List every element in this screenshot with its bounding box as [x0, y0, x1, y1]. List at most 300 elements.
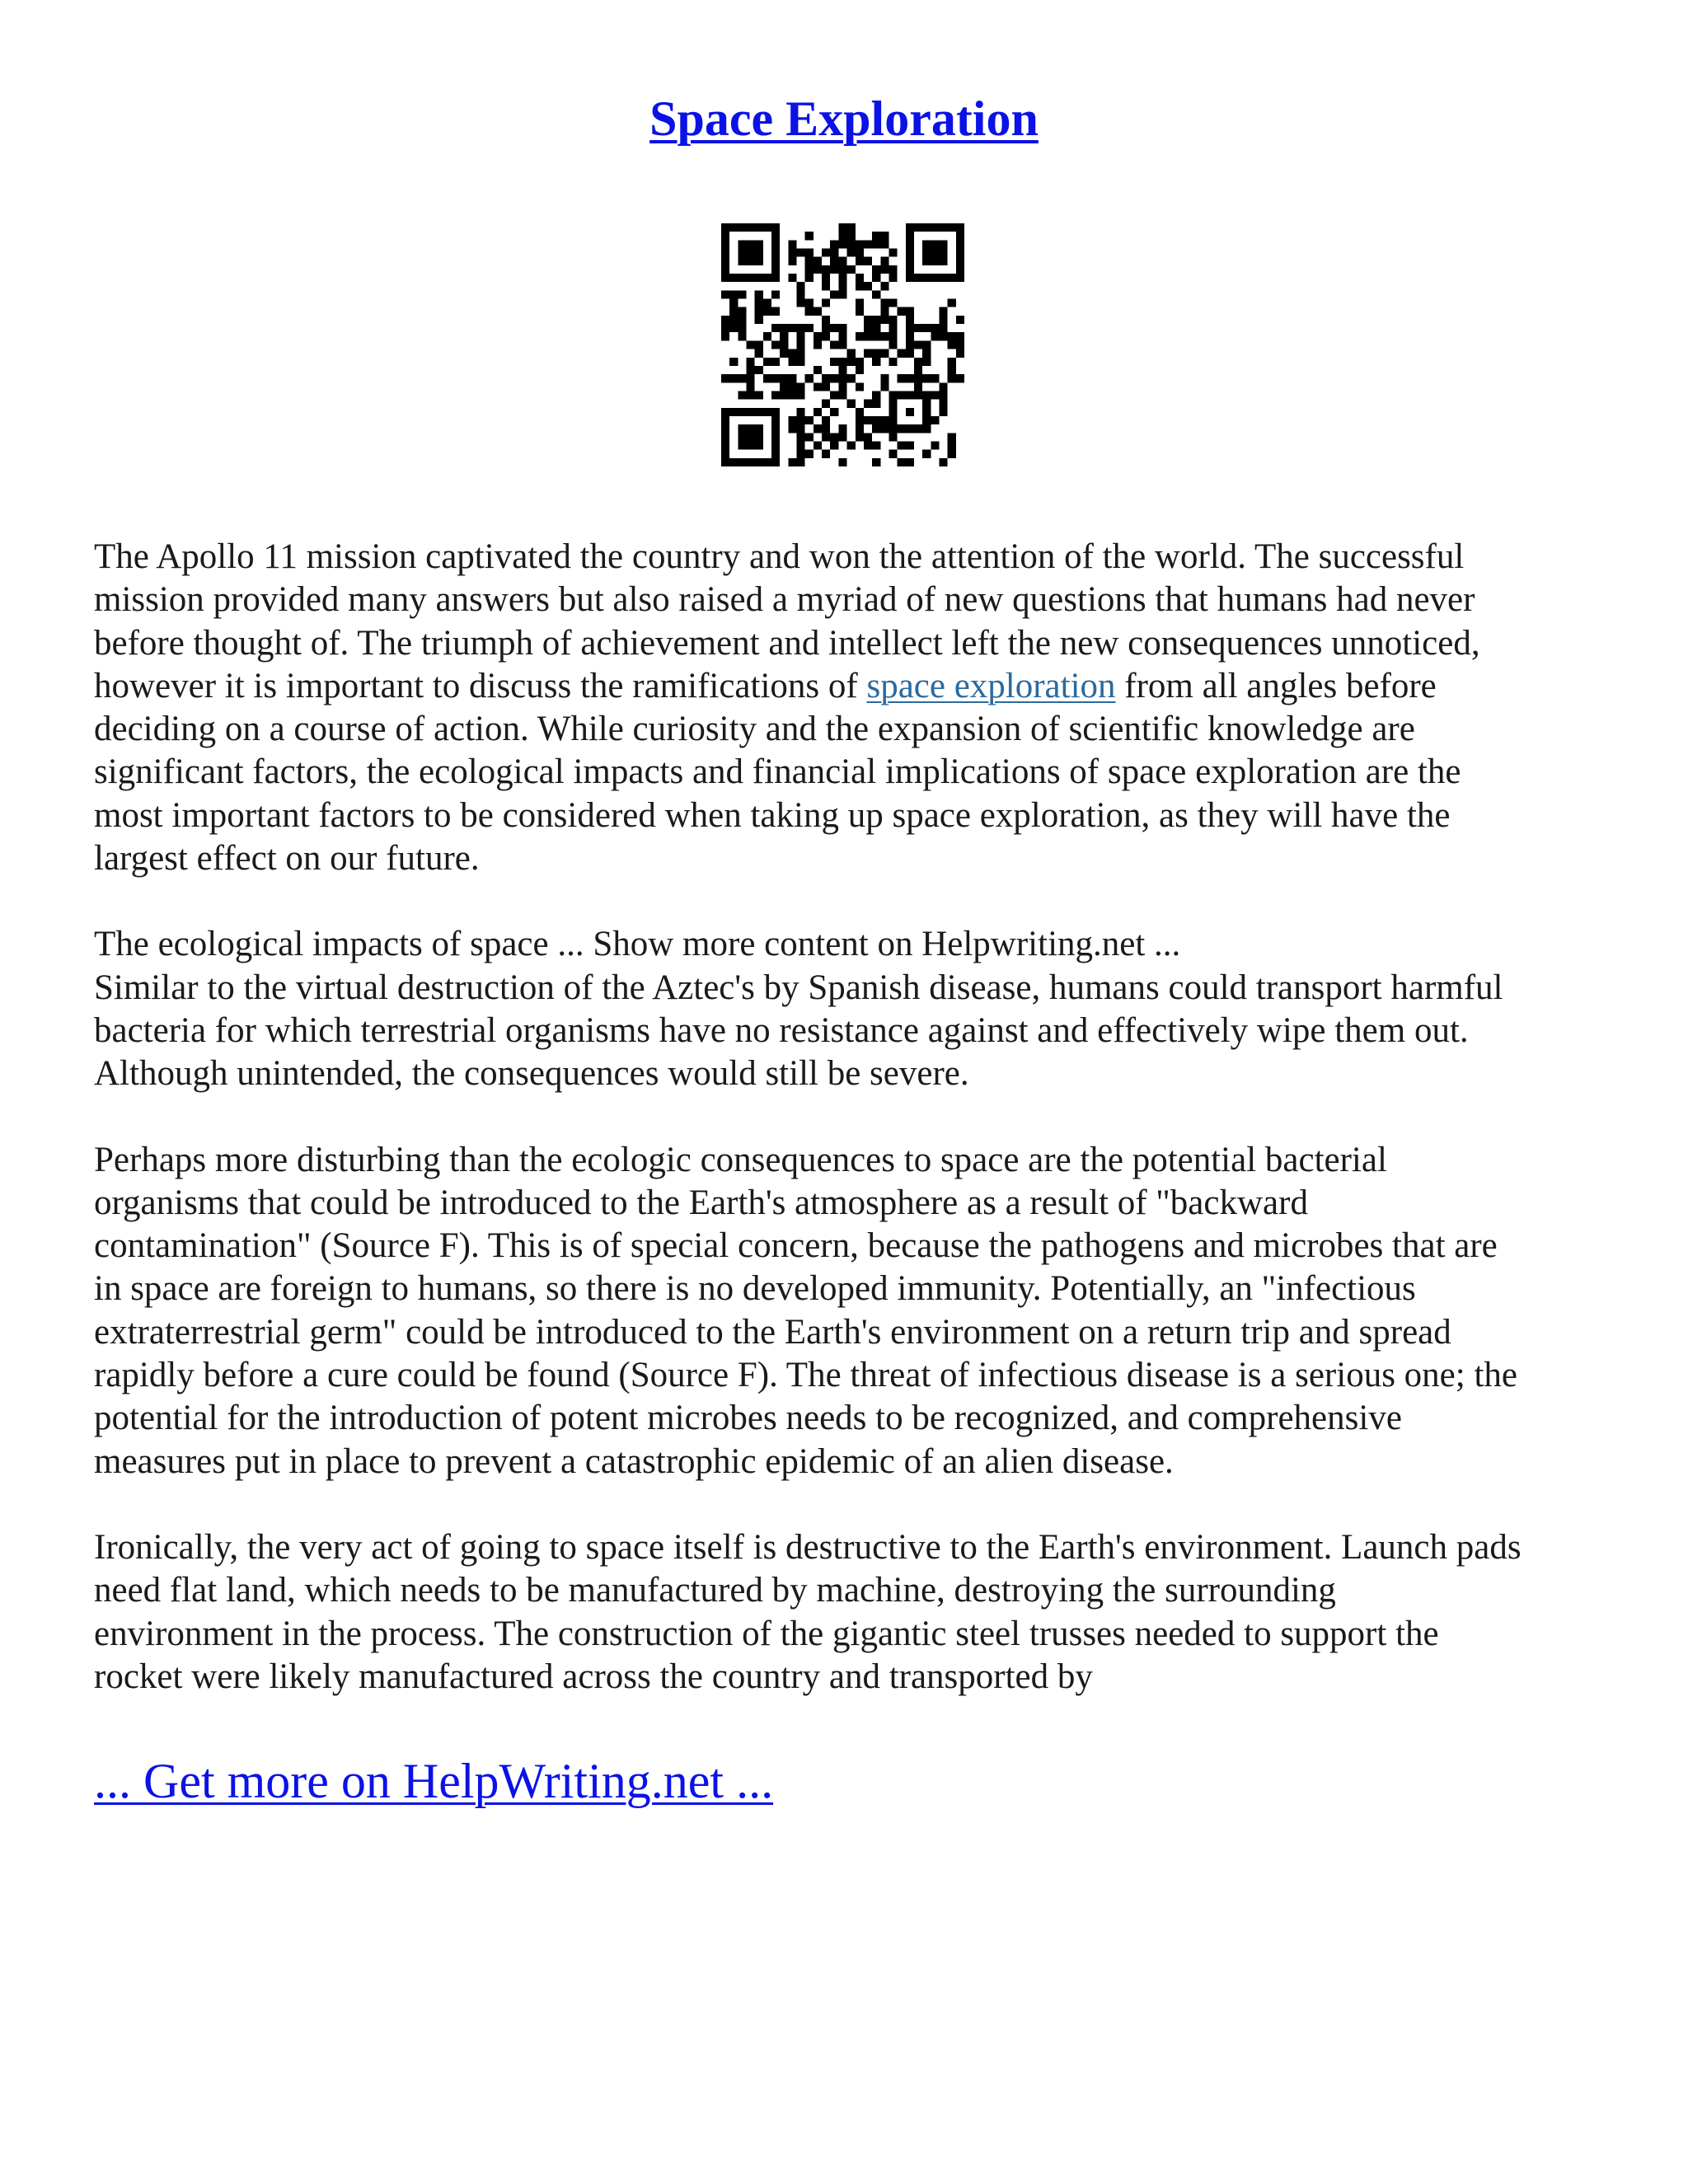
qr-module [856, 433, 864, 441]
qr-module [797, 340, 805, 349]
qr-module [889, 416, 897, 424]
qr-module [872, 332, 880, 340]
qr-module [889, 358, 897, 366]
qr-module [856, 424, 864, 433]
qr-module [872, 424, 880, 433]
qr-module [922, 340, 931, 349]
qr-module [872, 324, 880, 332]
qr-module [729, 316, 738, 324]
qr-module [788, 249, 796, 257]
qr-module [864, 240, 872, 248]
qr-module [755, 408, 763, 416]
qr-module [847, 240, 856, 248]
qr-module [771, 223, 780, 232]
qr-module [922, 257, 931, 265]
qr-module [721, 257, 729, 265]
text-line: need flat land, which needs to be manufactured by machine, destroying the surrounding [94, 1571, 1336, 1610]
qr-module [755, 223, 763, 232]
qr-module [906, 265, 914, 274]
qr-module [856, 332, 864, 340]
qr-module [948, 441, 956, 449]
qr-module [721, 290, 729, 298]
qr-module [747, 458, 755, 466]
text-line: in space are foreign to humans, so there is no developed immunity. Potentially, an "infectious [94, 1269, 1416, 1309]
qr-module [788, 358, 796, 366]
text-line: rocket were likely manufactured across the country and transported by [94, 1657, 1093, 1696]
qr-module [755, 274, 763, 282]
qr-module [830, 265, 838, 274]
qr-module [864, 282, 872, 290]
qr-module [838, 332, 846, 340]
paragraph-4 [94, 1526, 1602, 1699]
qr-module [931, 223, 939, 232]
qr-module [830, 408, 838, 416]
qr-module [755, 458, 763, 466]
qr-module [956, 265, 964, 274]
qr-module [956, 316, 964, 324]
qr-module [914, 374, 922, 382]
qr-module [939, 307, 947, 316]
qr-module [738, 391, 746, 399]
qr-module [931, 240, 939, 248]
qr-module [747, 249, 755, 257]
qr-module [922, 349, 931, 358]
qr-module [822, 424, 830, 433]
qr-module [830, 257, 838, 265]
qr-module [780, 349, 788, 358]
qr-module [872, 290, 880, 298]
article-body [94, 536, 1602, 1741]
qr-module [814, 424, 822, 433]
qr-module [872, 358, 880, 366]
qr-module [922, 408, 931, 416]
qr-module [906, 274, 914, 282]
qr-module [939, 400, 947, 408]
qr-module [822, 274, 830, 282]
qr-module [771, 274, 780, 282]
qr-module [805, 416, 814, 424]
qr-module [771, 433, 780, 441]
qr-module [847, 349, 856, 358]
qr-module [922, 416, 931, 424]
text-line: deciding on a course of action. While curiosity and the expansion of scientific knowledge are [94, 710, 1415, 749]
qr-module [931, 374, 939, 382]
qr-module [898, 307, 906, 316]
text-fragment: from all angles before [1115, 666, 1437, 705]
qr-module [939, 458, 947, 466]
qr-module [889, 340, 897, 349]
qr-module [864, 332, 872, 340]
qr-module [755, 290, 763, 298]
qr-module [805, 450, 814, 458]
qr-module [948, 358, 956, 366]
qr-module [838, 433, 846, 441]
qr-module [856, 416, 864, 424]
qr-module [906, 232, 914, 240]
qr-module [721, 274, 729, 282]
qr-module [838, 340, 846, 349]
paragraph-3 [94, 1139, 1602, 1483]
qr-module [948, 450, 956, 458]
qr-module [763, 458, 771, 466]
qr-module [822, 450, 830, 458]
qr-module [880, 316, 889, 324]
qr-module [931, 441, 939, 449]
qr-module [889, 299, 897, 307]
qr-module [797, 249, 805, 257]
qr-module [914, 324, 922, 332]
qr-module [922, 450, 931, 458]
qr-module [898, 349, 906, 358]
qr-module [922, 223, 931, 232]
qr-module [889, 332, 897, 340]
qr-module [956, 332, 964, 340]
qr-module [906, 391, 914, 399]
space-exploration-link[interactable]: space exploration [866, 666, 1116, 705]
qr-module [755, 257, 763, 265]
qr-module [880, 382, 889, 391]
qr-module [797, 441, 805, 449]
qr-module [948, 299, 956, 307]
qr-module [838, 458, 846, 466]
qr-module [797, 358, 805, 366]
qr-module [771, 257, 780, 265]
qr-module [922, 400, 931, 408]
text-line: Perhaps more disturbing than the ecologic consequences to space are the potential bacterial [94, 1140, 1387, 1179]
qr-module [721, 424, 729, 433]
qr-module [880, 282, 889, 290]
qr-module [788, 374, 796, 382]
qr-module [939, 240, 947, 248]
title-link[interactable]: Space Exploration [649, 91, 1039, 146]
qr-module [838, 257, 846, 265]
qr-module [729, 307, 738, 316]
qr-module [838, 223, 846, 232]
qr-module [721, 232, 729, 240]
qr-code-icon [721, 223, 964, 466]
text-line: bacteria for which terrestrial organisms have no resistance against and effectively wipe them out. [94, 1010, 1469, 1050]
qr-module [838, 290, 846, 298]
qr-module [738, 257, 746, 265]
qr-module [747, 358, 755, 366]
qr-module [747, 408, 755, 416]
qr-module [948, 433, 956, 441]
qr-module [738, 316, 746, 324]
qr-module [830, 441, 838, 449]
qr-module [797, 416, 805, 424]
qr-module [922, 374, 931, 382]
qr-module [763, 332, 771, 340]
qr-module [864, 316, 872, 324]
qr-module [788, 240, 796, 248]
qr-module [729, 299, 738, 307]
qr-module [797, 349, 805, 358]
get-more-link[interactable]: ... Get more on HelpWriting.net ... [94, 1754, 774, 1808]
paragraph-2 [94, 923, 1602, 1095]
qr-module [822, 374, 830, 382]
qr-module [780, 340, 788, 349]
qr-module [797, 450, 805, 458]
text-line: Although unintended, the consequences would still be severe. [94, 1054, 969, 1094]
qr-module [906, 458, 914, 466]
text-line: mission provided many answers but also raised a myriad of new questions that humans had never [94, 580, 1475, 620]
qr-module [872, 458, 880, 466]
qr-module [898, 441, 906, 449]
qr-module [721, 374, 729, 382]
qr-module [780, 391, 788, 399]
qr-module [814, 307, 822, 316]
qr-module [822, 282, 830, 290]
qr-module [721, 249, 729, 257]
qr-module [914, 382, 922, 391]
qr-module [721, 450, 729, 458]
qr-module [847, 358, 856, 366]
qr-module [738, 307, 746, 316]
qr-module [797, 433, 805, 441]
qr-module [805, 324, 814, 332]
qr-module [771, 416, 780, 424]
qr-module [914, 274, 922, 282]
qr-module [880, 265, 889, 274]
qr-module [872, 391, 880, 399]
qr-module [898, 458, 906, 466]
qr-module [738, 249, 746, 257]
qr-module [956, 232, 964, 240]
qr-module [889, 424, 897, 433]
qr-module [889, 265, 897, 274]
qr-module [797, 382, 805, 391]
qr-module [864, 324, 872, 332]
qr-module [922, 249, 931, 257]
qr-module [729, 408, 738, 416]
qr-module [889, 324, 897, 332]
qr-module [822, 316, 830, 324]
qr-module [906, 408, 914, 416]
qr-module [747, 240, 755, 248]
qr-module [856, 282, 864, 290]
qr-module [729, 274, 738, 282]
qr-module [729, 290, 738, 298]
qr-module [939, 274, 947, 282]
qr-module [755, 249, 763, 257]
qr-module [872, 316, 880, 324]
qr-module [805, 299, 814, 307]
qr-module [939, 223, 947, 232]
qr-module [956, 249, 964, 257]
qr-module [830, 340, 838, 349]
qr-module [805, 307, 814, 316]
qr-module [838, 366, 846, 374]
qr-module [738, 441, 746, 449]
qr-module [931, 257, 939, 265]
page-title [0, 89, 1688, 148]
text-line: organisms that could be introduced to the Earth's atmosphere as a result of "backward [94, 1183, 1308, 1222]
qr-module [889, 316, 897, 324]
qr-module [914, 391, 922, 399]
qr-module [797, 408, 805, 416]
qr-module [771, 391, 780, 399]
qr-module [872, 240, 880, 248]
qr-module [797, 332, 805, 340]
qr-module [889, 391, 897, 399]
qr-module [889, 450, 897, 458]
qr-module [948, 332, 956, 340]
qr-module [780, 324, 788, 332]
qr-module [939, 257, 947, 265]
qr-module [914, 358, 922, 366]
qr-module [838, 358, 846, 366]
qr-module [956, 340, 964, 349]
qr-module [814, 408, 822, 416]
qr-module [755, 433, 763, 441]
qr-module [747, 366, 755, 374]
qr-module [889, 408, 897, 416]
qr-module [805, 433, 814, 441]
qr-module [814, 366, 822, 374]
qr-module [838, 391, 846, 399]
qr-module [771, 358, 780, 366]
qr-module [814, 441, 822, 449]
qr-module [738, 332, 746, 340]
qr-module [830, 374, 838, 382]
qr-module [755, 316, 763, 324]
qr-module [805, 274, 814, 282]
qr-module [814, 332, 822, 340]
qr-module [889, 400, 897, 408]
qr-module [755, 299, 763, 307]
qr-module [838, 374, 846, 382]
qr-module [906, 374, 914, 382]
qr-module [788, 257, 796, 265]
qr-module [747, 424, 755, 433]
qr-module [763, 299, 771, 307]
qr-module [721, 441, 729, 449]
qr-module [880, 416, 889, 424]
text-line: before thought of. The triumph of achievement and intellect left the new consequences unnoticed, [94, 623, 1480, 663]
qr-module [872, 400, 880, 408]
qr-module [805, 257, 814, 265]
qr-module [747, 382, 755, 391]
qr-module [931, 249, 939, 257]
qr-module [922, 240, 931, 248]
text-line: Ironically, the very act of going to space itself is destructive to the Earth's environment. Launch pads [94, 1527, 1522, 1567]
qr-module [805, 249, 814, 257]
qr-module [856, 299, 864, 307]
qr-module [864, 257, 872, 265]
qr-module [922, 424, 931, 433]
qr-module [830, 240, 838, 248]
qr-module [906, 424, 914, 433]
qr-module [856, 366, 864, 374]
qr-module [721, 324, 729, 332]
qr-module [956, 223, 964, 232]
qr-module [797, 299, 805, 307]
qr-module [763, 223, 771, 232]
qr-module [814, 257, 822, 265]
qr-module [914, 340, 922, 349]
qr-module [797, 290, 805, 298]
qr-module [747, 374, 755, 382]
qr-module [838, 324, 846, 332]
qr-module [939, 408, 947, 416]
qr-module [755, 349, 763, 358]
qr-module [797, 324, 805, 332]
qr-module [805, 232, 814, 240]
qr-module [830, 358, 838, 366]
qr-module [721, 433, 729, 441]
qr-module [721, 408, 729, 416]
qr-module [788, 324, 796, 332]
qr-module [948, 374, 956, 382]
qr-module [797, 458, 805, 466]
qr-module [788, 382, 796, 391]
qr-module [939, 382, 947, 391]
qr-module [788, 424, 796, 433]
qr-module [721, 316, 729, 324]
qr-module [856, 274, 864, 282]
qr-module [755, 340, 763, 349]
qr-module [747, 441, 755, 449]
qr-module [729, 223, 738, 232]
qr-module [856, 382, 864, 391]
qr-module [763, 358, 771, 366]
qr-module [771, 441, 780, 449]
qr-module [906, 240, 914, 248]
qr-module [822, 382, 830, 391]
qr-module [922, 274, 931, 282]
qr-module [780, 382, 788, 391]
qr-module [856, 358, 864, 366]
qr-module [847, 400, 856, 408]
qr-module [830, 324, 838, 332]
text-line-with-link [94, 665, 1602, 708]
qr-module [889, 433, 897, 441]
text-line: Similar to the virtual destruction of the Aztec's by Spanish disease, humans could transport harmful [94, 968, 1503, 1007]
qr-module [721, 332, 729, 340]
qr-module [830, 433, 838, 441]
text-line: potential for the introduction of potent microbes needs to be recognized, and comprehensive [94, 1399, 1402, 1438]
qr-module [822, 324, 830, 332]
qr-module [914, 424, 922, 433]
text-line: extraterrestrial germ" could be introduced to the Earth's environment on a return trip and spread [94, 1312, 1451, 1352]
qr-module [880, 307, 889, 316]
qr-module [939, 324, 947, 332]
qr-module [856, 408, 864, 416]
text-line: The ecological impacts of space ... Show more content on Helpwriting.net ... [94, 925, 1181, 964]
qr-module [880, 299, 889, 307]
qr-module [822, 400, 830, 408]
qr-module [906, 441, 914, 449]
qr-module [956, 349, 964, 358]
qr-module [721, 416, 729, 424]
qr-module [830, 249, 838, 257]
qr-module [805, 374, 814, 382]
qr-module [755, 391, 763, 399]
qr-module [771, 424, 780, 433]
qr-module [838, 265, 846, 274]
qr-module [856, 240, 864, 248]
qr-module [797, 282, 805, 290]
qr-module [771, 340, 780, 349]
qr-module [906, 332, 914, 340]
qr-module [880, 257, 889, 265]
qr-module [931, 416, 939, 424]
qr-module [830, 391, 838, 399]
qr-module [738, 240, 746, 248]
qr-module [864, 349, 872, 358]
qr-module [788, 274, 796, 282]
qr-module [755, 366, 763, 374]
